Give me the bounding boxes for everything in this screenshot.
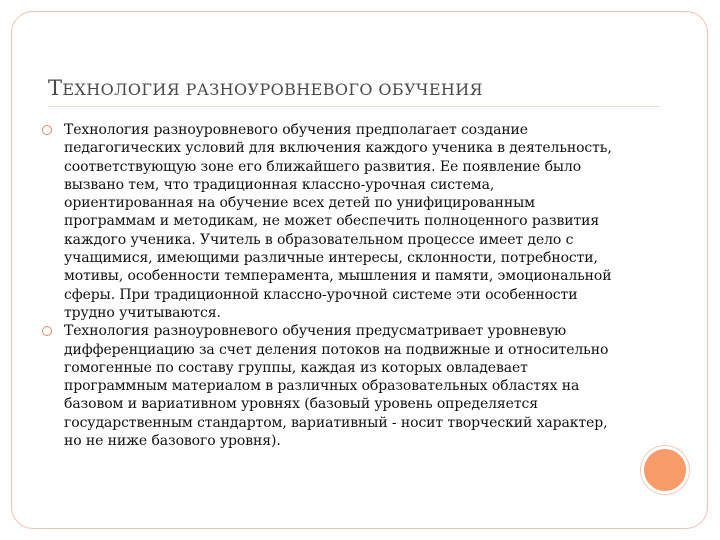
slide-title-rest: ЕХНОЛОГИЯ РАЗНОУРОВНЕВОГО ОБУЧЕНИЯ [62,80,483,99]
circle-bullet-icon [42,125,52,135]
circle-bullet-icon [42,326,52,336]
title-divider [48,106,660,107]
bullet-text: Технология разноуровневого обучения предусматривает уровневую дифференциацию за счет деления потоков на подвижные и относительно гомогенные по составу группы, каждая из которых овладевает программным материалом в различных образовательных областях на базовом и вариативном уровнях (базовый уровень определяется государственным стандартом, вариативный - носит творческий характер, но не ниже базового уровня). [64,323,609,450]
bullet-text: Технология разноуровневого обучения предполагает создание педагогических условий для включения каждого ученика в деятельность, соответствующую зоне его ближайшего развития. Ее появление было вызвано тем, что традиционная классно-урочная система, ориентированная на обучение всех детей по унифицированным программам и методикам, не может обеспечить полноценного развития каждого ученика. Учитель в образовательном процессе имеет дело с учащимися, имеющими различные интересы, склонности, потребности, мотивы, особенности темперамента, мышления и памяти, эмоциональной сферы. При традиционной классно-урочной системе эти особенности трудно учитываются. [64,122,612,321]
slide-body [38,121,624,450]
bullet-item [38,121,624,322]
slide-title [48,76,483,100]
decorative-circle-icon [641,446,689,494]
bullet-item [38,322,624,450]
slide-title-initial: Т [48,76,63,100]
